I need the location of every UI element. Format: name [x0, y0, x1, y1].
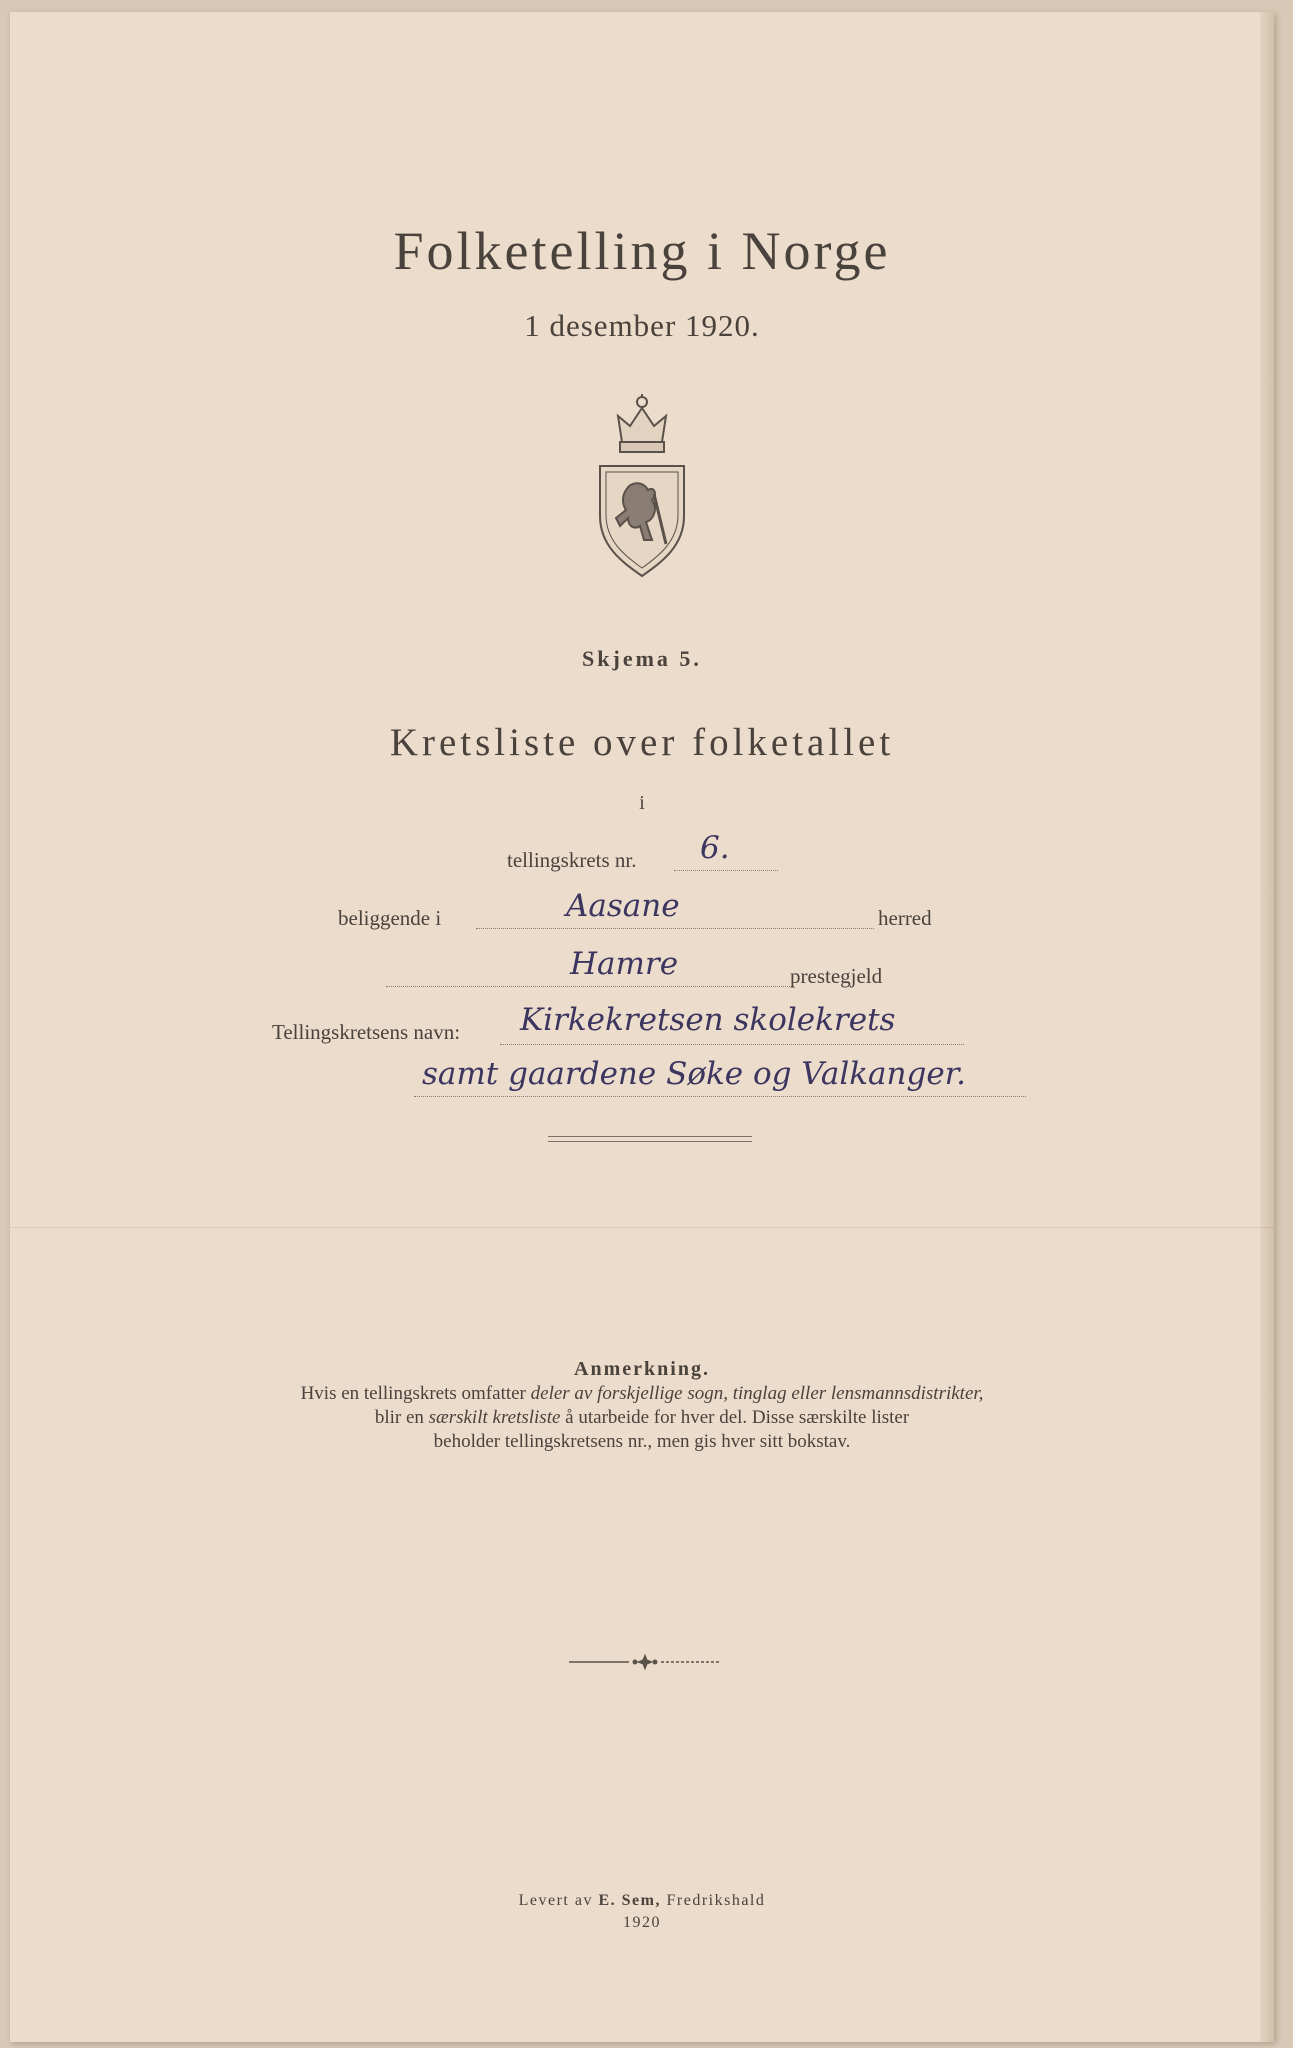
krets-number-value: 6. — [700, 830, 730, 866]
krets-name-line-2 — [414, 1096, 1026, 1097]
herred-value: Aasane — [566, 888, 680, 924]
schema-number: Skjema 5. — [582, 646, 702, 671]
divider-rule-bottom — [548, 1141, 752, 1142]
beliggende-label: beliggende i — [338, 906, 442, 930]
printer-name: E. Sem, — [598, 1892, 661, 1909]
note-line-2-text-a: blir en — [374, 1407, 429, 1428]
norwegian-coat-of-arms-icon — [592, 394, 692, 578]
prestegjeld-value: Hamre — [570, 946, 679, 982]
herred-line — [476, 928, 874, 929]
print-year: 1920 — [623, 1914, 661, 1931]
herred-label: herred — [878, 906, 932, 930]
krets-number-line — [674, 870, 778, 871]
paper-fold — [10, 1227, 1274, 1228]
krets-name-label: Tellingskretsens navn: — [272, 1020, 461, 1044]
printer-credit — [10, 1892, 1274, 1910]
krets-name-line-1 — [500, 1044, 964, 1045]
note-title: Anmerkning. — [574, 1358, 710, 1380]
note-line-2-text-b: å utarbeide for hver del. Disse særskilte lister — [560, 1407, 910, 1428]
page-title: Folketelling i Norge — [393, 221, 891, 281]
note-line-2 — [10, 1406, 1274, 1430]
prestegjeld-line — [386, 986, 794, 987]
krets-number-label: tellingskrets nr. — [507, 848, 637, 872]
form-title: Kretsliste over folketallet — [389, 721, 895, 764]
decorative-ornament-icon — [565, 1652, 725, 1672]
krets-name-value-2: samt gaardene Søke og Valkanger. — [422, 1056, 966, 1092]
connector-word: i — [639, 792, 645, 814]
printer-city: Fredrikshald — [660, 1892, 766, 1909]
note-line-1 — [10, 1382, 1274, 1406]
census-date: 1 desember 1920. — [524, 308, 760, 343]
note-line-1-emphasis: deler av forskjellige sogn, tinglag eller lensmannsdistrikter, — [530, 1383, 984, 1404]
census-form-page — [10, 12, 1274, 2042]
note-line-3: beholder tellingskretsens nr., men gis hver sitt bokstav. — [433, 1431, 851, 1452]
note-line-2-emphasis: særskilt kretsliste — [428, 1407, 561, 1428]
printer-prefix: Levert av — [518, 1892, 599, 1909]
note-line-1-text: Hvis en tellingskrets omfatter — [300, 1383, 531, 1404]
krets-name-value-1: Kirkekretsen skolekrets — [520, 1002, 896, 1038]
prestegjeld-label: prestegjeld — [790, 964, 883, 988]
divider-rule-top — [548, 1136, 752, 1137]
